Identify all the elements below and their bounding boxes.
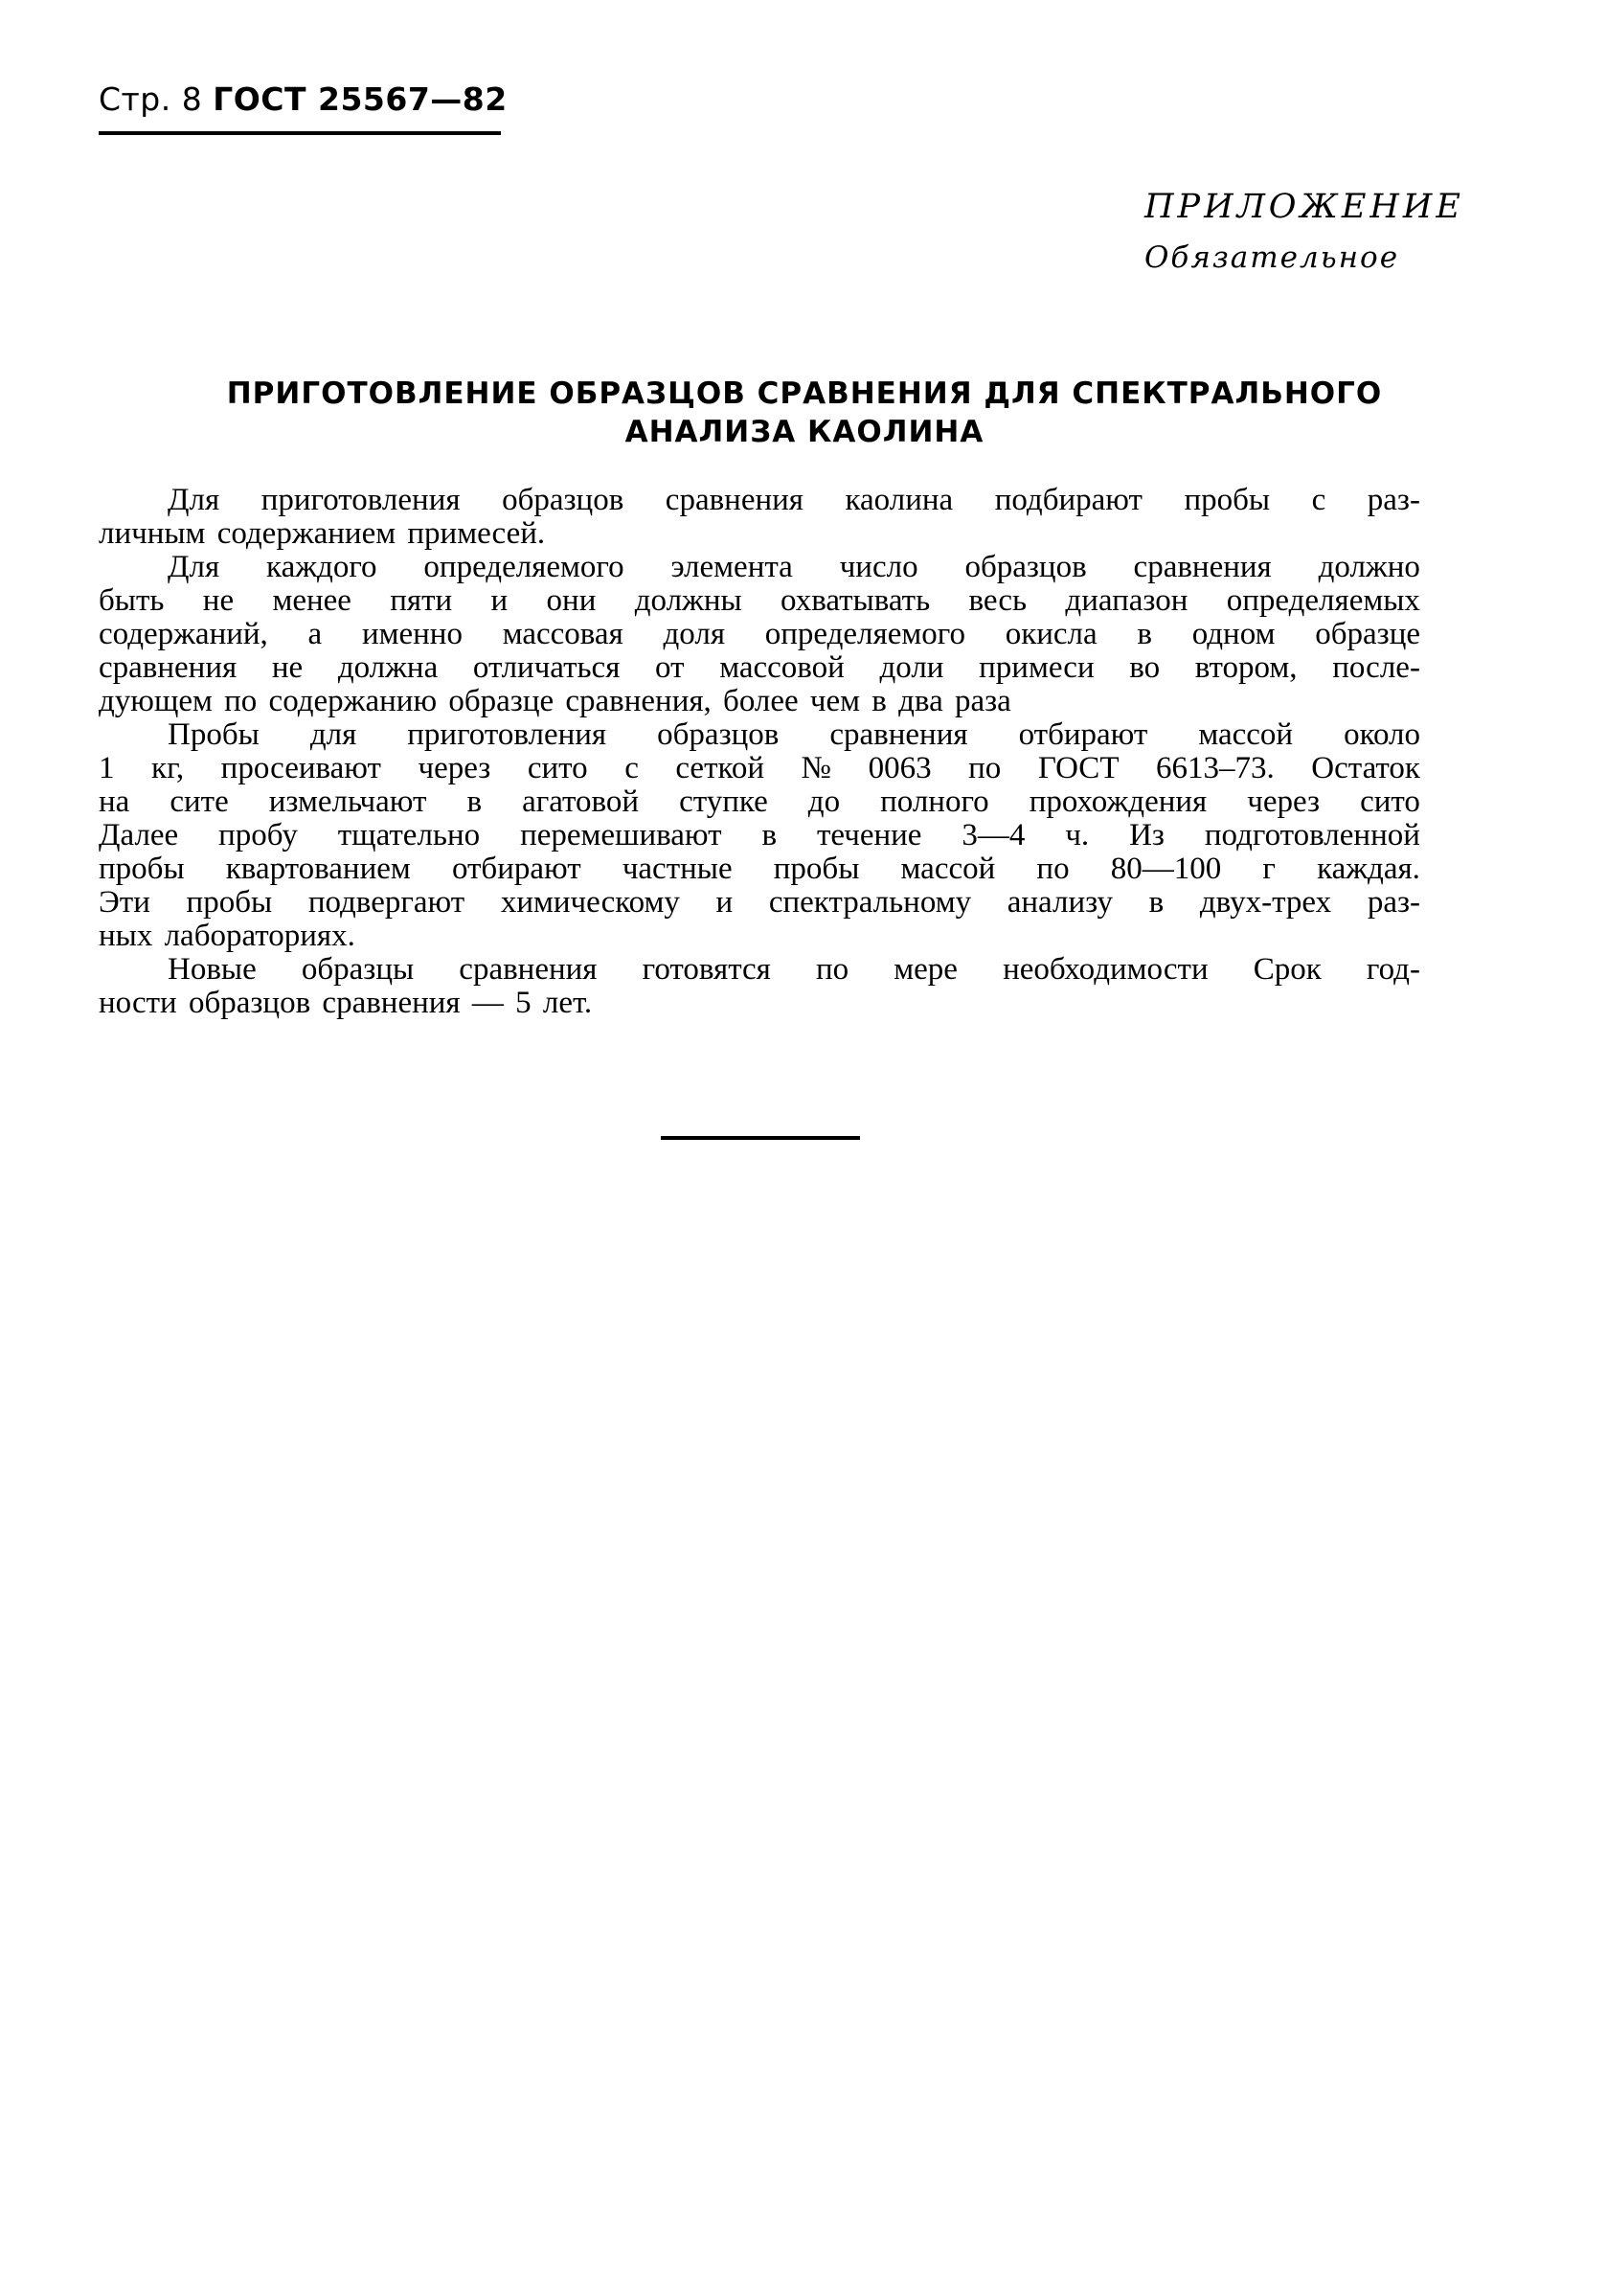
word: тщательно: [337, 818, 481, 852]
word: должно: [1318, 550, 1420, 584]
text-line: ных лабораториях.: [99, 919, 355, 953]
word: они: [546, 583, 597, 618]
text-line: [99, 484, 1420, 517]
word: для: [309, 717, 357, 752]
word: втором,: [1194, 650, 1298, 685]
word: сравнения: [459, 952, 598, 987]
text-line: [99, 953, 1420, 987]
word: спектральному: [768, 885, 972, 920]
text-line: [99, 718, 1420, 752]
word: доля: [663, 617, 726, 651]
word: приготовления: [260, 483, 461, 517]
word: охватывать: [781, 583, 931, 618]
word: каждого: [266, 550, 377, 584]
page-number: Стр. 8: [99, 80, 203, 118]
word: по: [1036, 852, 1070, 886]
text-line: ности образцов сравнения — 5 лет.: [99, 986, 593, 1020]
word: во: [1129, 650, 1161, 685]
word: квартованием: [225, 852, 411, 886]
word: 1: [99, 751, 115, 785]
word: ч.: [1065, 818, 1090, 852]
word: пробу: [218, 818, 298, 852]
body-text: [99, 484, 1420, 1020]
word: прохождения: [1029, 784, 1208, 819]
text-line: [99, 819, 1420, 852]
word: массовой: [719, 650, 845, 685]
word: и: [490, 583, 509, 618]
text-line: [99, 584, 1420, 618]
word: сите: [170, 784, 229, 819]
word: Остаток: [1311, 751, 1420, 785]
appendix-label: ПРИЛОЖЕНИЕ: [1144, 188, 1464, 226]
text-line: [99, 886, 1420, 920]
word: весь: [968, 583, 1028, 618]
word: 0063: [868, 751, 932, 785]
word: и: [715, 885, 734, 920]
word: кг,: [151, 751, 185, 785]
word: доли: [879, 650, 944, 685]
word: Пробы: [168, 717, 260, 752]
word: примеси: [979, 650, 1095, 685]
word: Новые: [168, 952, 257, 987]
word: раз-: [1367, 885, 1420, 920]
word: раз-: [1367, 483, 1420, 517]
word: не: [271, 650, 304, 685]
word: агатовой: [522, 784, 640, 819]
word: Далее: [99, 818, 179, 852]
text-line: [99, 651, 1420, 685]
word: измельчают: [268, 784, 427, 819]
word: содержаний,: [99, 617, 268, 651]
word: с: [624, 751, 639, 785]
word: образцов: [502, 483, 624, 517]
word: мере: [894, 952, 958, 987]
word: подготовленной: [1204, 818, 1420, 852]
word: определяемого: [764, 617, 965, 651]
word: пяти: [390, 583, 453, 618]
word: массой: [1198, 717, 1294, 752]
word: от: [655, 650, 685, 685]
word: отличаться: [472, 650, 621, 685]
word: в: [761, 818, 778, 852]
word: в: [1148, 885, 1165, 920]
word: диапазон: [1065, 583, 1188, 618]
standard-number: ГОСТ 25567—82: [213, 80, 508, 118]
document-title-line-2: АНАЛИЗА КАОЛИНА: [624, 415, 985, 449]
word: по: [968, 751, 1002, 785]
word: с: [1311, 483, 1326, 517]
word: приготовления: [407, 717, 607, 752]
word: отбирают: [1018, 717, 1148, 752]
word: должна: [337, 650, 439, 685]
word: необходимости: [1003, 952, 1209, 987]
word: должны: [634, 583, 742, 618]
word: №: [801, 751, 832, 785]
text-line: [99, 752, 1420, 785]
word: полного: [880, 784, 989, 819]
word: отбирают: [451, 852, 581, 886]
appendix-status: Обязательное: [1144, 240, 1400, 275]
text-line: [99, 551, 1420, 584]
word: Эти: [99, 885, 150, 920]
text-line: [99, 852, 1420, 886]
word: пробы: [99, 852, 185, 886]
word: после-: [1332, 650, 1420, 685]
word: пробы: [186, 885, 273, 920]
word: образцов: [657, 717, 780, 752]
word: окисла: [1005, 617, 1098, 651]
word: подвергают: [307, 885, 465, 920]
word: определяемых: [1226, 583, 1420, 618]
word: г: [1262, 852, 1276, 886]
word: пробы: [1184, 483, 1271, 517]
word: 80—100: [1110, 852, 1222, 886]
word: Для: [168, 550, 220, 584]
word: через: [418, 751, 491, 785]
word: образцы: [301, 952, 415, 987]
word: готовятся: [642, 952, 771, 987]
word: 3—4: [962, 818, 1026, 852]
word: быть: [99, 583, 165, 618]
word: не: [202, 583, 235, 618]
word: просеивают: [220, 751, 381, 785]
word: до: [807, 784, 841, 819]
word: в: [466, 784, 483, 819]
word: сравнения: [829, 717, 968, 752]
word: менее: [272, 583, 351, 618]
word: определяемого: [423, 550, 624, 584]
word: течение: [817, 818, 922, 852]
word: ГОСТ: [1037, 751, 1120, 785]
word: по: [815, 952, 849, 987]
word: частные: [622, 852, 733, 886]
word: массой: [900, 852, 996, 886]
word: на: [99, 784, 130, 819]
word: сравнения: [665, 483, 804, 517]
text-line: [99, 618, 1420, 651]
text-line: личным содержанием примесей.: [99, 516, 546, 551]
word: каолина: [845, 483, 954, 517]
word: сеткой: [675, 751, 765, 785]
word: год-: [1366, 952, 1420, 987]
word: Срок: [1253, 952, 1322, 987]
document-title-line-1: ПРИГОТОВЛЕНИЕ ОБРАЗЦОВ СРАВНЕНИЯ ДЛЯ СПЕКТРАЛЬНОГО: [226, 376, 1383, 411]
word: сито: [1360, 784, 1420, 819]
word: сито: [527, 751, 588, 785]
word: именно: [361, 617, 463, 651]
word: в: [1137, 617, 1152, 651]
page-header: [99, 80, 508, 118]
word: 6613–73.: [1156, 751, 1275, 785]
word: массовая: [502, 617, 623, 651]
word: подбирают: [994, 483, 1143, 517]
word: сравнения: [1133, 550, 1272, 584]
word: перемешивают: [520, 818, 722, 852]
word: Для: [168, 483, 220, 517]
word: каждая.: [1317, 852, 1420, 886]
word: пробы: [773, 852, 860, 886]
word: сравнения: [99, 650, 238, 685]
word: образцов: [964, 550, 1087, 584]
word: через: [1247, 784, 1321, 819]
end-divider: [661, 1136, 860, 1140]
text-line: дующем по содержанию образце сравнения, более чем в два раза: [99, 684, 1011, 718]
word: а: [307, 617, 323, 651]
word: одном: [1191, 617, 1276, 651]
word: около: [1344, 717, 1420, 752]
word: образце: [1315, 617, 1420, 651]
word: ступке: [679, 784, 768, 819]
text-line: [99, 785, 1420, 819]
word: двух-трех: [1199, 885, 1332, 920]
word: число: [839, 550, 918, 584]
word: анализу: [1007, 885, 1113, 920]
header-divider: [99, 131, 501, 135]
word: элемента: [670, 550, 793, 584]
word: Из: [1129, 818, 1165, 852]
word: химическому: [500, 885, 680, 920]
